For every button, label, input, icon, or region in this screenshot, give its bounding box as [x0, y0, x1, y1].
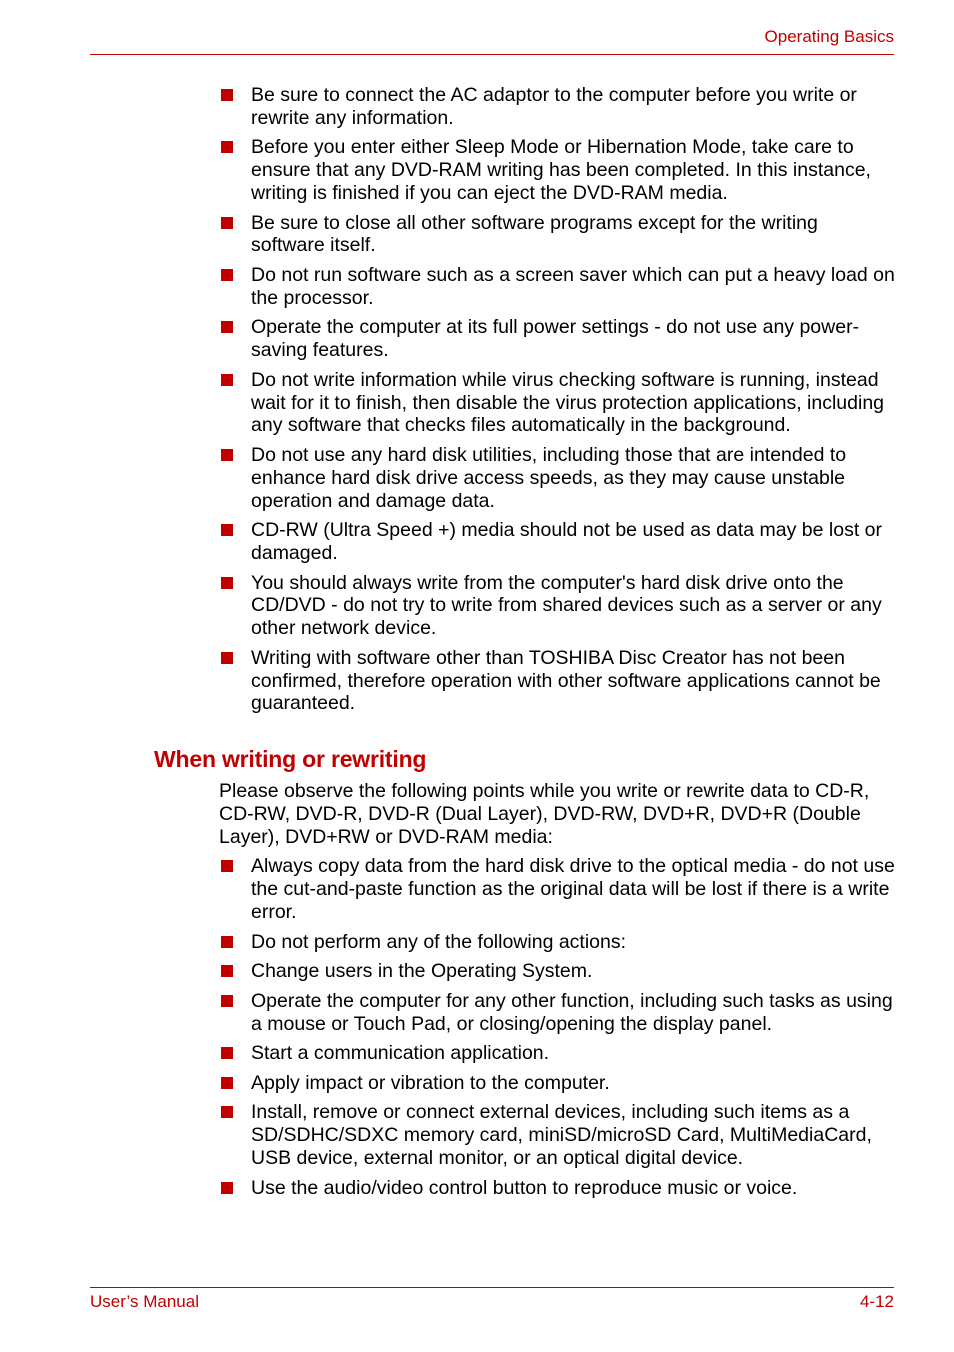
list-item-text: Install, remove or connect external devices, including such items as a SD/SDHC/SDXC memory card, miniSD/microSD Card, MultiMediaCard, USB device, external monitor, or an optical digital device. — [251, 1101, 872, 1170]
square-bullet-icon — [221, 89, 233, 101]
list-item-text: CD-RW (Ultra Speed +) media should not be used as data may be lost or damaged. — [251, 519, 882, 564]
list-item — [251, 369, 896, 437]
square-bullet-icon — [221, 141, 233, 153]
header-divider — [90, 54, 894, 55]
list-item — [251, 1072, 896, 1095]
list-item-text: Apply impact or vibration to the computer. — [251, 1071, 610, 1094]
list-item — [251, 84, 896, 130]
list-item-text: Operate the computer for any other function, including such tasks as using a mouse or Touch Pad, or closing/opening the display panel. — [251, 989, 893, 1035]
list-item — [251, 1042, 896, 1065]
square-bullet-icon — [221, 524, 233, 536]
list-item — [251, 136, 896, 204]
list-item-text: Start a communication application. — [251, 1042, 550, 1065]
list-item — [251, 264, 896, 310]
list-item — [251, 1101, 896, 1169]
square-bullet-icon — [221, 936, 233, 948]
list-item-text: You should always write from the computer's hard disk drive onto the CD/DVD - do not try to write from shared devices such as a server or any other network device. — [251, 571, 882, 640]
square-bullet-icon — [221, 321, 233, 333]
list-item — [251, 444, 896, 512]
list-item — [251, 212, 896, 258]
square-bullet-icon — [221, 577, 233, 589]
list-item-text: Do not run software such as a screen saver which can put a heavy load on the processor. — [251, 263, 895, 309]
page-number: 4-12 — [859, 1292, 894, 1311]
footer-divider — [90, 1287, 894, 1288]
list-item-text: Change users in the Operating System. — [251, 960, 593, 983]
list-item — [251, 855, 896, 923]
section-intro: Please observe the following points while you write or rewrite data to CD-R, CD-RW, DVD-R, DVD-R (Dual Layer), DVD-RW, DVD+R, DVD+R (Double Layer), DVD+RW or DVD-RAM media: — [219, 780, 870, 848]
square-bullet-icon — [221, 449, 233, 461]
list-item-text: Be sure to connect the AC adaptor to the computer before you write or rewrite any information. — [251, 84, 857, 129]
list-item-text: Writing with software other than TOSHIBA Disc Creator has not been confirmed, therefore operation with other software applications cannot be guaranteed. — [251, 646, 881, 715]
list-item — [251, 931, 896, 954]
section-heading: When writing or rewriting — [154, 746, 427, 773]
square-bullet-icon — [221, 1047, 233, 1059]
list-item — [251, 1177, 896, 1200]
list-item-text: Do not use any hard disk utilities, including those that are intended to enhance hard disk drive access speeds, as they may cause unstable operation and damage data. — [251, 443, 847, 512]
list-item — [251, 572, 896, 640]
square-bullet-icon — [221, 217, 233, 229]
list-item-text: Operate the computer at its full power settings - do not use any power-saving features. — [251, 316, 860, 362]
square-bullet-icon — [221, 995, 233, 1007]
square-bullet-icon — [221, 652, 233, 664]
square-bullet-icon — [221, 860, 233, 872]
square-bullet-icon — [221, 1077, 233, 1089]
list-item-text: Use the audio/video control button to reproduce music or voice. — [251, 1176, 798, 1199]
list-item — [251, 960, 896, 983]
list-item-text: Always copy data from the hard disk drive to the optical media - do not use the cut-and-paste function as the original data will be lost if there is a write error. — [251, 855, 895, 924]
square-bullet-icon — [221, 374, 233, 386]
bullet-list-general — [0, 84, 954, 715]
list-item-text: Do not perform any of the following actions: — [251, 930, 627, 953]
list-item — [251, 990, 896, 1036]
footer-manual-title: User’s Manual — [90, 1292, 199, 1311]
square-bullet-icon — [221, 965, 233, 977]
page-content — [0, 84, 954, 1206]
list-item-text: Be sure to close all other software programs except for the writing software itself. — [251, 211, 818, 257]
list-item — [251, 316, 896, 362]
bullet-list-writing — [0, 855, 954, 1199]
square-bullet-icon — [221, 1106, 233, 1118]
list-item — [251, 647, 896, 715]
square-bullet-icon — [221, 269, 233, 281]
running-header: Operating Basics — [764, 27, 894, 46]
list-item-text: Before you enter either Sleep Mode or Hibernation Mode, take care to ensure that any DVD-RAM writing has been completed. In this instance, writing is finished if you can eject the DVD-RAM media. — [251, 136, 871, 204]
list-item — [251, 519, 896, 565]
square-bullet-icon — [221, 1182, 233, 1194]
list-item-text: Do not write information while virus checking software is running, instead wait for it to finish, then disable the virus protection applications, including any software that checks files automatically in the background. — [251, 368, 885, 437]
